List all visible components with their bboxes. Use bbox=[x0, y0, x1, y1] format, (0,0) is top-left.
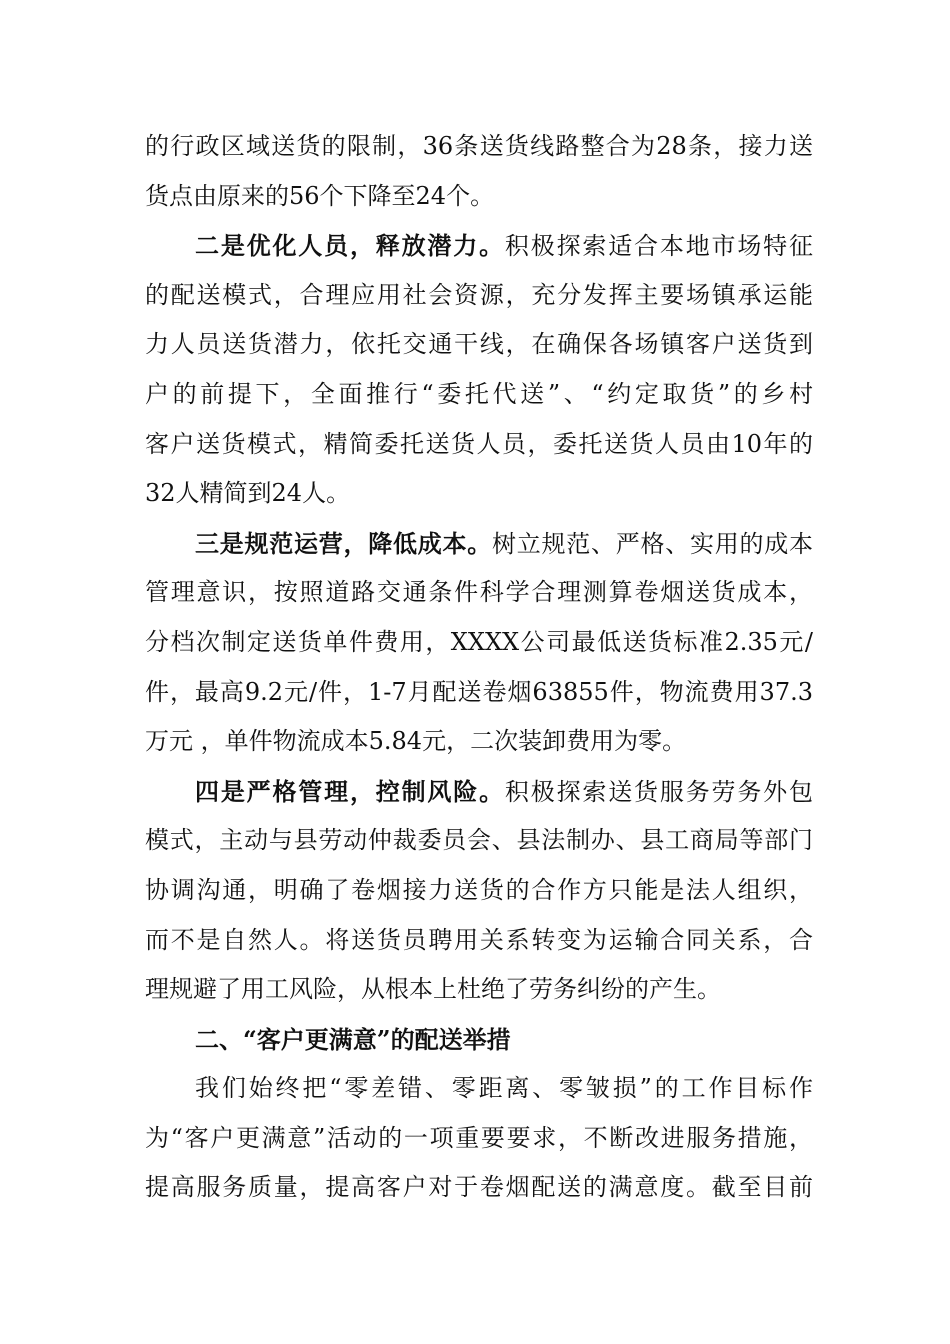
section-heading: 二、“客户更满意”的配送举措 bbox=[195, 1024, 511, 1054]
text-line: 管理意识，按照道路交通条件科学合理测算卷烟送货成本， bbox=[145, 578, 813, 607]
text-line: 协调沟通，明确了卷烟接力送货的合作方只能是法人组织， bbox=[145, 875, 813, 904]
text-line: 货点由原来的56个下降至24个。 bbox=[145, 181, 495, 210]
document-page bbox=[145, 122, 813, 1213]
text-line: 理规避了用工风险，从根本上杜绝了劳务纠纷的产生。 bbox=[145, 975, 721, 1004]
paragraph-text: 积极探索送货服务劳务外包 bbox=[504, 777, 814, 806]
text-line: 件，最高9.2元/件，1-7月配送卷烟63855件，物流费用37.3 bbox=[145, 677, 813, 706]
text-line: 的行政区域送货的限制，36条送货线路整合为28条，接力送 bbox=[145, 132, 813, 160]
text-line: 提高服务质量，提高客户对于卷烟配送的满意度。截至目前 bbox=[145, 1173, 813, 1202]
text-line: 的配送模式，合理应用社会资源，充分发挥主要场镇承运能 bbox=[145, 280, 813, 309]
paragraph-heading: 四是严格管理，控制风险。 bbox=[195, 776, 505, 806]
paragraph-heading: 二是优化人员，释放潜力。 bbox=[195, 231, 505, 261]
text-line: 32人精简到24人。 bbox=[145, 479, 351, 508]
text-line: 为“客户更满意”活动的一项重要要求，不断改进服务措施， bbox=[145, 1123, 813, 1152]
paragraph-text: 树立规范、严格、实用的成本 bbox=[492, 529, 813, 558]
text-line: 我们始终把“零差错、零距离、零皱损”的工作目标作 bbox=[195, 1074, 813, 1103]
paragraph-line bbox=[145, 519, 813, 569]
text-line: 模式，主动与县劳动仲裁委员会、县法制办、县工商局等部门 bbox=[145, 826, 813, 855]
paragraph-line bbox=[145, 767, 813, 817]
paragraph-line bbox=[145, 221, 813, 271]
text-line: 户的前提下，全面推行“委托代送”、“约定取货”的乡村 bbox=[145, 379, 813, 408]
text-line: 客户送货模式，精简委托送货人员，委托送货人员由10年的 bbox=[145, 429, 813, 458]
text-line: 分档次制定送货单件费用，XXXX公司最低送货标准2.35元/ bbox=[145, 627, 813, 656]
paragraph-text: 积极探索适合本地市场特征 bbox=[504, 232, 814, 261]
text-line: 力人员送货潜力，依托交通干线，在确保各场镇客户送货到 bbox=[145, 330, 813, 359]
paragraph-heading: 三是规范运营，降低成本。 bbox=[195, 528, 492, 558]
text-line: 万元 ，单件物流成本5.84元，二次装卸费用为零。 bbox=[145, 727, 687, 756]
text-line: 而不是自然人。将送货员聘用关系转变为运输合同关系，合 bbox=[145, 925, 813, 954]
